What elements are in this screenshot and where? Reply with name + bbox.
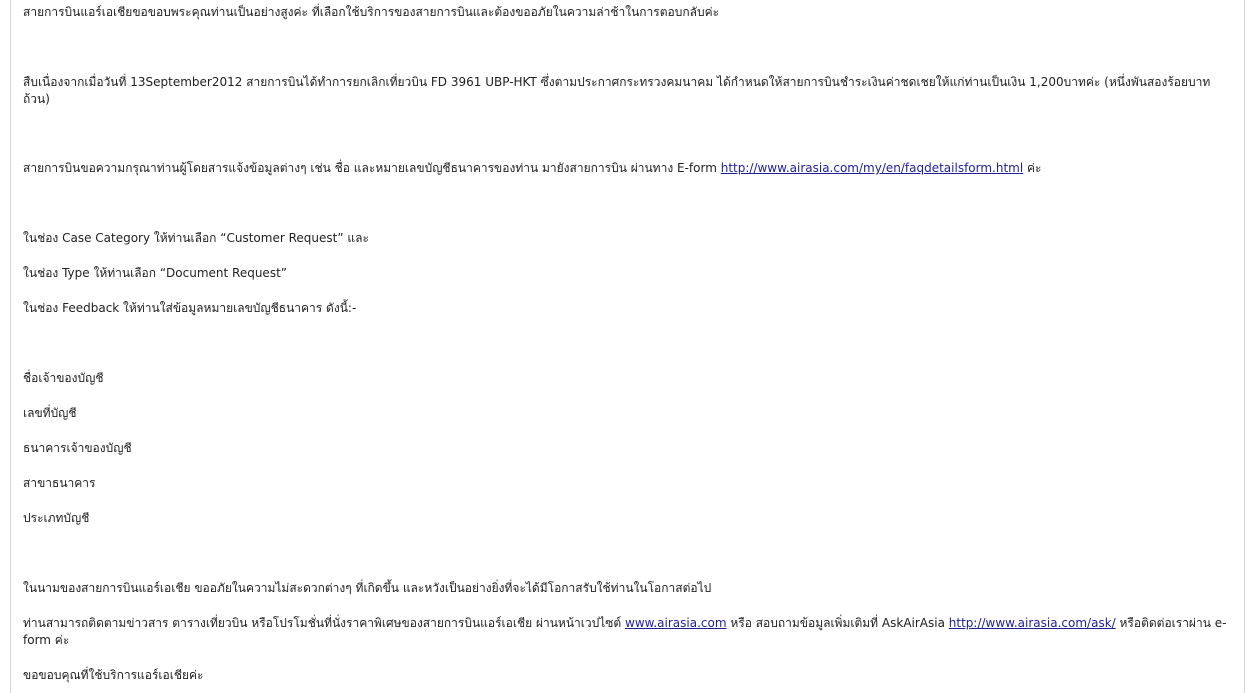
apology-text: ในนามของสายการบินแอร์เอเชีย ขออภัยในความไม่สะดวกต่างๆ ที่เกิดขึ้น และหวังเป็นอย่างยิ่งที่จะได้มีโอกาสรับใช้ท่านในโอกาสต่อไป <box>23 581 712 595</box>
request-prefix: สายการบินขอความกรุณาท่านผู้โดยสารแจ้งข้อมูลต่างๆ เช่น ชื่อ และหมายเลขบัญชีธนาคารของท่าน มายังสายการบิน ผ่านทาง E-form <box>23 161 721 175</box>
field-account-name: ชื่อเจ้าของบัญชี <box>23 371 104 385</box>
followup-suffix: หรือติดต่อเราผ่าน e-form ค่ะ <box>23 616 1227 647</box>
website-link[interactable]: www.airasia.com <box>625 616 727 630</box>
case-category-text: ในช่อง Case Category ให้ท่านเลือก “Customer Request” และ <box>23 231 369 245</box>
right-border <box>1244 0 1245 693</box>
ask-link[interactable]: http://www.airasia.com/ask/ <box>948 616 1116 630</box>
feedback-text: ในช่อง Feedback ให้ท่านใส่ข้อมูลหมายเลขบัญชีธนาคาร ดังนี้:- <box>23 301 357 315</box>
request-paragraph <box>23 160 1237 177</box>
intro-text: สายการบินแอร์เอเชียขอขอบพระคุณท่านเป็นอย่างสูงค่ะ ที่เลือกใช้บริการของสายการบินและต้องขออภัยในความล่าช้าในการตอบกลับค่ะ <box>23 5 720 19</box>
type-text: ในช่อง Type ให้ท่านเลือก “Document Request” <box>23 266 287 280</box>
field-bank-branch: สาขาธนาคาร <box>23 476 96 490</box>
field-bank-name: ธนาคารเจ้าของบัญชี <box>23 441 132 455</box>
followup-mid: หรือ สอบถามข้อมูลเพิ่มเติมที่ AskAirAsia <box>726 616 949 630</box>
followup-paragraph <box>23 615 1237 649</box>
thanks-text: ขอขอบคุณที่ใช้บริการแอร์เอเชียค่ะ <box>23 668 204 682</box>
request-suffix: ค่ะ <box>1023 161 1042 175</box>
field-account-type: ประเภทบัญชี <box>23 511 90 525</box>
followup-prefix: ท่านสามารถติดตามข่าวสาร ตารางเที่ยวบิน หรือโปรโมชั่นที่นั่งราคาพิเศษของสายการบินแอร์เอเชีย ผ่านหน้าเวปไซต์ <box>23 616 626 630</box>
cancellation-text: สืบเนื่องจากเมื่อวันที่ 13September2012 สายการบินได้ทำการยกเลิกเที่ยวบิน FD 3961 UBP-HKT ซึ่งตามประกาศกระทรวงคมนาคม ได้กำหนดให้สายการบินชำระเงินค่าชดเชยให้แก่ท่านเป็นเงิน 1,200บาทค่ะ (หนึ่งพันสองร้อยบาทถ้วน) <box>23 75 1211 106</box>
eform-link[interactable]: http://www.airasia.com/my/en/faqdetailsform.html <box>720 161 1024 175</box>
field-account-number: เลขที่บัญชี <box>23 406 77 420</box>
left-border <box>10 0 11 693</box>
